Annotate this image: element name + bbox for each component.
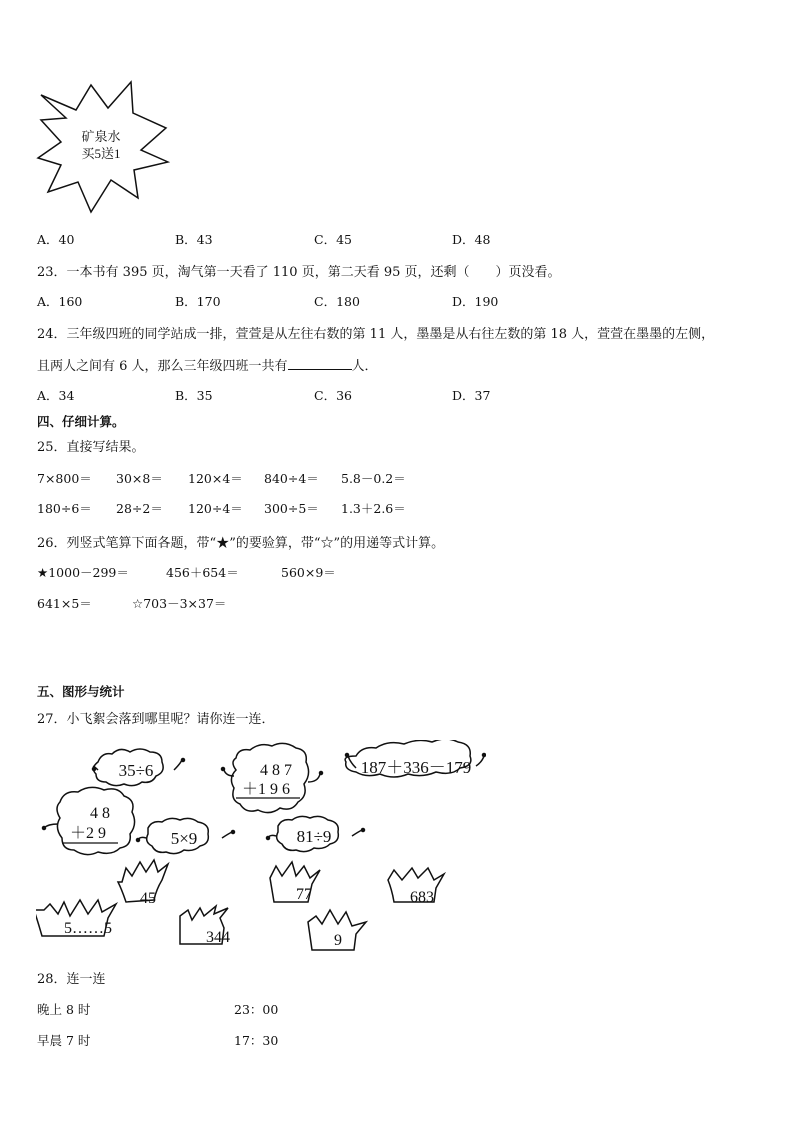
cloud-5x9-text: 5×9 xyxy=(170,829,198,848)
q23-question: 23．一本书有 395 页，淘气第一天看了 110 页，第二天看 95 页，还剩（ ）页没看。 xyxy=(37,265,561,280)
grass-683-text: 683 xyxy=(410,889,434,906)
cloud-tail xyxy=(476,756,484,766)
q28-question: 28．连一连 xyxy=(37,972,106,987)
cloud-tail-dot xyxy=(93,768,96,771)
q24-line2-before: 且两人之间有 6 人，那么三年级四班一共有 xyxy=(37,359,288,374)
q22-option-c[interactable]: C．45 xyxy=(314,232,352,247)
q24-option-b[interactable]: B．35 xyxy=(175,388,213,403)
cloud-tail xyxy=(308,774,320,782)
q23-option-d[interactable]: D．190 xyxy=(452,294,499,309)
q25-item: 180÷6＝ xyxy=(37,501,92,516)
cloud-tail xyxy=(222,832,232,838)
q24-option-a[interactable]: A．34 xyxy=(37,388,75,403)
q25-item: 5.8－0.2＝ xyxy=(341,471,406,486)
q22-option-d[interactable]: D．48 xyxy=(452,232,491,247)
q23-option-c[interactable]: C．180 xyxy=(314,294,360,309)
section-4-heading: 四、仔细计算。 xyxy=(37,414,125,429)
q27-illustration xyxy=(36,740,486,960)
cloud-tail-dot xyxy=(137,839,140,842)
starburst-graphic xyxy=(36,80,170,215)
q24-question-line1: 24．三年级四班的同学站成一排，萱萱是从左往右数的第 11 人，墨墨是从右往左数的第 18 人，萱萱在墨墨的左侧， xyxy=(37,327,715,342)
cloud-tail-dot xyxy=(43,827,46,830)
cloud-tail-dot xyxy=(267,837,270,840)
q28-left-item[interactable]: 晚上 8 时 xyxy=(37,1002,91,1017)
q26-question: 26．列竖式笔算下面各题，带“★”的要验算，带“☆”的用递等式计算。 xyxy=(37,536,445,551)
cloud-long-text: 187＋336－179 xyxy=(360,758,472,777)
q26-item: ★1000－299＝ xyxy=(37,565,129,580)
cloud-tail-dot xyxy=(320,772,323,775)
q28-right-item[interactable]: 23：00 xyxy=(234,1002,279,1017)
q23-option-a[interactable]: A．160 xyxy=(37,294,83,309)
cloud-tail-dot xyxy=(232,831,235,834)
cloud-35-6-text: 35÷6 xyxy=(118,761,154,780)
grass-45-text: 45 xyxy=(140,890,156,907)
q26-item: ☆703－3×37＝ xyxy=(132,596,227,611)
q25-item: 7×800＝ xyxy=(37,471,92,486)
grass-77-text: 77 xyxy=(296,886,312,903)
grass-shape xyxy=(270,862,320,902)
cloud-tail-dot xyxy=(182,759,185,762)
q26-item: 560×9＝ xyxy=(281,565,336,580)
grass-5-5-text: 5……5 xyxy=(64,920,112,937)
cloud-tail xyxy=(174,760,182,770)
cloud-tail-dot xyxy=(483,754,486,757)
q25-item: 28÷2＝ xyxy=(116,501,163,516)
q25-item: 840÷4＝ xyxy=(264,471,319,486)
q26-item: 456＋654＝ xyxy=(166,565,239,580)
cloud-tail-dot xyxy=(346,754,349,757)
q25-item: 1.3＋2.6＝ xyxy=(341,501,406,516)
q25-item: 300÷5＝ xyxy=(264,501,319,516)
q22-option-a[interactable]: A．40 xyxy=(37,232,75,247)
q26-item: 641×5＝ xyxy=(37,596,92,611)
starburst-line2: 买5送1 xyxy=(81,146,121,161)
q24-answer-blank[interactable] xyxy=(288,357,352,370)
q25-item: 120÷4＝ xyxy=(188,501,243,516)
q24-option-c[interactable]: C．36 xyxy=(314,388,352,403)
section-5-heading: 五、图形与统计 xyxy=(37,684,125,699)
q28-right-item[interactable]: 17：30 xyxy=(234,1033,279,1048)
cloud-48-top: 4 8 xyxy=(90,805,110,822)
q24-line2-after: 人． xyxy=(351,359,378,374)
cloud-tail xyxy=(352,830,362,836)
cloud-487-top: 4 8 7 xyxy=(260,762,292,779)
cloud-tail-dot xyxy=(362,829,365,832)
q25-item: 30×8＝ xyxy=(116,471,163,486)
grass-344-text: 344 xyxy=(206,929,230,946)
q28-left-item[interactable]: 早晨 7 时 xyxy=(37,1033,91,1048)
q24-option-d[interactable]: D．37 xyxy=(452,388,491,403)
q25-item: 120×4＝ xyxy=(188,471,243,486)
starburst-line1: 矿泉水 xyxy=(81,129,121,144)
grass-9-text: 9 xyxy=(334,932,342,949)
q22-option-b[interactable]: B．43 xyxy=(175,232,213,247)
q25-question: 25．直接写结果。 xyxy=(37,440,145,455)
cloud-487-bottom: ＋1 9 6 xyxy=(241,781,291,798)
q23-option-b[interactable]: B．170 xyxy=(175,294,221,309)
cloud-tail-dot xyxy=(222,768,225,771)
q24-question-line2 xyxy=(37,355,378,374)
cloud-81-9-text: 81÷9 xyxy=(296,827,332,846)
cloud-48-bottom: ＋2 9 xyxy=(69,825,107,842)
q27-question: 27．小飞絮会落到哪里呢？请你连一连． xyxy=(37,712,275,727)
